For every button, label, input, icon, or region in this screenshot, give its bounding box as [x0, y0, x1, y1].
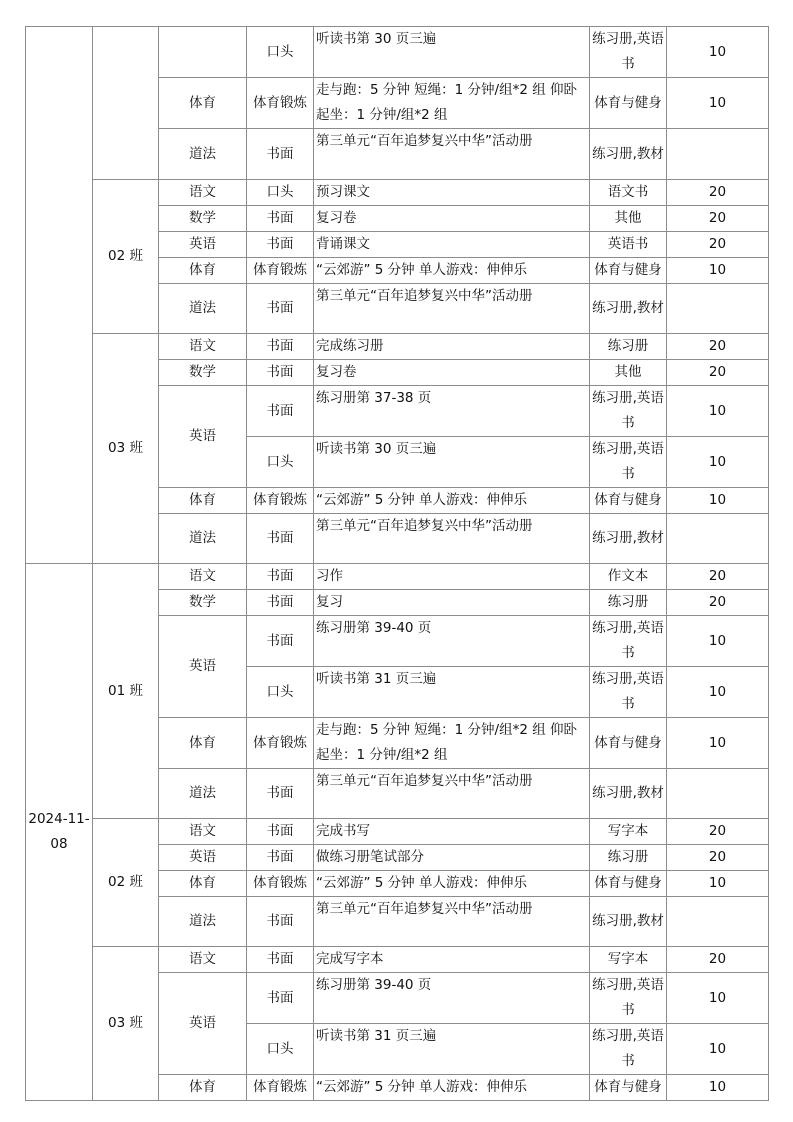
content-cell: “云郊游” 5 分钟 单人游戏：伸伸乐 — [314, 871, 590, 897]
mode-cell: 体育锻炼 — [247, 871, 314, 897]
mode-cell: 书面 — [247, 897, 314, 947]
content-cell: 背诵课文 — [314, 232, 590, 258]
time-cell: 10 — [667, 871, 769, 897]
class-cell: 01 班 — [93, 564, 159, 819]
time-cell: 20 — [667, 845, 769, 871]
time-cell — [667, 514, 769, 564]
mode-cell: 口头 — [247, 667, 314, 718]
book-cell: 体育与健身 — [590, 718, 667, 769]
time-cell: 20 — [667, 947, 769, 973]
book-cell: 练习册,英语书 — [590, 437, 667, 488]
time-cell — [667, 897, 769, 947]
time-cell — [667, 769, 769, 819]
time-cell: 20 — [667, 232, 769, 258]
book-cell: 体育与健身 — [590, 78, 667, 129]
mode-cell: 体育锻炼 — [247, 718, 314, 769]
time-cell: 20 — [667, 590, 769, 616]
time-cell: 10 — [667, 1075, 769, 1101]
class-cell: 02 班 — [93, 180, 159, 334]
book-cell: 练习册,教材 — [590, 769, 667, 819]
time-cell: 20 — [667, 819, 769, 845]
mode-cell: 书面 — [247, 360, 314, 386]
mode-cell: 体育锻炼 — [247, 1075, 314, 1101]
book-cell: 练习册,英语书 — [590, 27, 667, 78]
subject-cell: 道法 — [159, 284, 247, 334]
mode-cell: 口头 — [247, 27, 314, 78]
time-cell: 20 — [667, 206, 769, 232]
time-cell: 10 — [667, 667, 769, 718]
book-cell: 练习册,教材 — [590, 897, 667, 947]
subject-cell: 英语 — [159, 973, 247, 1075]
subject-cell — [159, 27, 247, 78]
subject-cell: 英语 — [159, 616, 247, 718]
book-cell: 其他 — [590, 206, 667, 232]
mode-cell: 口头 — [247, 1024, 314, 1075]
subject-cell: 体育 — [159, 488, 247, 514]
subject-cell: 道法 — [159, 769, 247, 819]
mode-cell: 口头 — [247, 437, 314, 488]
content-cell: 练习册第 37-38 页 — [314, 386, 590, 437]
content-cell: 复习 — [314, 590, 590, 616]
table-row — [26, 819, 769, 845]
content-cell: “云郊游” 5 分钟 单人游戏：伸伸乐 — [314, 1075, 590, 1101]
date-cell — [26, 27, 93, 564]
time-cell: 10 — [667, 616, 769, 667]
book-cell: 英语书 — [590, 232, 667, 258]
content-cell: 第三单元“百年追梦复兴中华”活动册 — [314, 769, 590, 819]
mode-cell: 书面 — [247, 129, 314, 180]
mode-cell: 体育锻炼 — [247, 78, 314, 129]
mode-cell: 书面 — [247, 947, 314, 973]
content-cell: 完成书写 — [314, 819, 590, 845]
content-cell: 复习卷 — [314, 206, 590, 232]
book-cell: 练习册,教材 — [590, 129, 667, 180]
content-cell: 听读书第 31 页三遍 — [314, 667, 590, 718]
subject-cell: 语文 — [159, 334, 247, 360]
subject-cell: 道法 — [159, 514, 247, 564]
mode-cell: 书面 — [247, 564, 314, 590]
book-cell: 体育与健身 — [590, 258, 667, 284]
book-cell: 练习册,英语书 — [590, 973, 667, 1024]
subject-cell: 英语 — [159, 386, 247, 488]
mode-cell: 体育锻炼 — [247, 258, 314, 284]
time-cell: 10 — [667, 488, 769, 514]
content-cell: 走与跑：5 分钟 短绳：1 分钟/组*2 组 仰卧起坐：1 分钟/组*2 组 — [314, 718, 590, 769]
mode-cell: 口头 — [247, 180, 314, 206]
mode-cell: 书面 — [247, 334, 314, 360]
time-cell: 10 — [667, 1024, 769, 1075]
subject-cell: 语文 — [159, 180, 247, 206]
date-cell: 2024-11-08 — [26, 564, 93, 1101]
content-cell: 第三单元“百年追梦复兴中华”活动册 — [314, 514, 590, 564]
time-cell: 10 — [667, 718, 769, 769]
content-cell: “云郊游” 5 分钟 单人游戏：伸伸乐 — [314, 258, 590, 284]
subject-cell: 体育 — [159, 871, 247, 897]
subject-cell: 体育 — [159, 718, 247, 769]
book-cell: 练习册,英语书 — [590, 667, 667, 718]
homework-table — [25, 26, 769, 1101]
mode-cell: 书面 — [247, 386, 314, 437]
mode-cell: 书面 — [247, 590, 314, 616]
content-cell: 预习课文 — [314, 180, 590, 206]
mode-cell: 书面 — [247, 206, 314, 232]
time-cell: 10 — [667, 27, 769, 78]
mode-cell: 书面 — [247, 819, 314, 845]
subject-cell: 体育 — [159, 258, 247, 284]
time-cell: 10 — [667, 437, 769, 488]
book-cell: 体育与健身 — [590, 1075, 667, 1101]
mode-cell: 书面 — [247, 845, 314, 871]
subject-cell: 语文 — [159, 819, 247, 845]
content-cell: 做练习册笔试部分 — [314, 845, 590, 871]
subject-cell: 英语 — [159, 845, 247, 871]
content-cell: 完成练习册 — [314, 334, 590, 360]
class-cell: 03 班 — [93, 947, 159, 1101]
mode-cell: 体育锻炼 — [247, 488, 314, 514]
book-cell: 体育与健身 — [590, 871, 667, 897]
book-cell: 体育与健身 — [590, 488, 667, 514]
subject-cell: 英语 — [159, 232, 247, 258]
content-cell: 完成写字本 — [314, 947, 590, 973]
time-cell: 10 — [667, 386, 769, 437]
subject-cell: 体育 — [159, 1075, 247, 1101]
content-cell: 练习册第 39-40 页 — [314, 973, 590, 1024]
content-cell: 听读书第 31 页三遍 — [314, 1024, 590, 1075]
book-cell: 写字本 — [590, 819, 667, 845]
book-cell: 作文本 — [590, 564, 667, 590]
subject-cell: 语文 — [159, 947, 247, 973]
book-cell: 练习册,教材 — [590, 284, 667, 334]
subject-cell: 道法 — [159, 129, 247, 180]
subject-cell: 道法 — [159, 897, 247, 947]
book-cell: 练习册,英语书 — [590, 616, 667, 667]
subject-cell: 数学 — [159, 360, 247, 386]
subject-cell: 数学 — [159, 590, 247, 616]
class-cell: 02 班 — [93, 819, 159, 947]
content-cell: 听读书第 30 页三遍 — [314, 27, 590, 78]
book-cell: 练习册,教材 — [590, 514, 667, 564]
mode-cell: 书面 — [247, 973, 314, 1024]
content-cell: 走与跑：5 分钟 短绳：1 分钟/组*2 组 仰卧起坐：1 分钟/组*2 组 — [314, 78, 590, 129]
mode-cell: 书面 — [247, 232, 314, 258]
time-cell: 10 — [667, 258, 769, 284]
class-cell — [93, 27, 159, 180]
time-cell: 20 — [667, 564, 769, 590]
book-cell: 写字本 — [590, 947, 667, 973]
table-row — [26, 947, 769, 973]
book-cell: 其他 — [590, 360, 667, 386]
class-cell: 03 班 — [93, 334, 159, 564]
content-cell: 第三单元“百年追梦复兴中华”活动册 — [314, 284, 590, 334]
mode-cell: 书面 — [247, 616, 314, 667]
time-cell: 20 — [667, 180, 769, 206]
time-cell: 10 — [667, 78, 769, 129]
table-row — [26, 180, 769, 206]
mode-cell: 书面 — [247, 514, 314, 564]
time-cell: 20 — [667, 334, 769, 360]
subject-cell: 语文 — [159, 564, 247, 590]
time-cell — [667, 129, 769, 180]
book-cell: 练习册,英语书 — [590, 1024, 667, 1075]
mode-cell: 书面 — [247, 284, 314, 334]
table-row — [26, 564, 769, 590]
content-cell: 习作 — [314, 564, 590, 590]
book-cell: 练习册,英语书 — [590, 386, 667, 437]
table-row — [26, 27, 769, 78]
time-cell: 20 — [667, 360, 769, 386]
subject-cell: 数学 — [159, 206, 247, 232]
book-cell: 练习册 — [590, 845, 667, 871]
time-cell: 10 — [667, 973, 769, 1024]
mode-cell: 书面 — [247, 769, 314, 819]
book-cell: 语文书 — [590, 180, 667, 206]
content-cell: 复习卷 — [314, 360, 590, 386]
book-cell: 练习册 — [590, 334, 667, 360]
subject-cell: 体育 — [159, 78, 247, 129]
content-cell: 练习册第 39-40 页 — [314, 616, 590, 667]
table-row — [26, 334, 769, 360]
content-cell: “云郊游” 5 分钟 单人游戏：伸伸乐 — [314, 488, 590, 514]
content-cell: 第三单元“百年追梦复兴中华”活动册 — [314, 897, 590, 947]
book-cell: 练习册 — [590, 590, 667, 616]
time-cell — [667, 284, 769, 334]
content-cell: 听读书第 30 页三遍 — [314, 437, 590, 488]
content-cell: 第三单元“百年追梦复兴中华”活动册 — [314, 129, 590, 180]
